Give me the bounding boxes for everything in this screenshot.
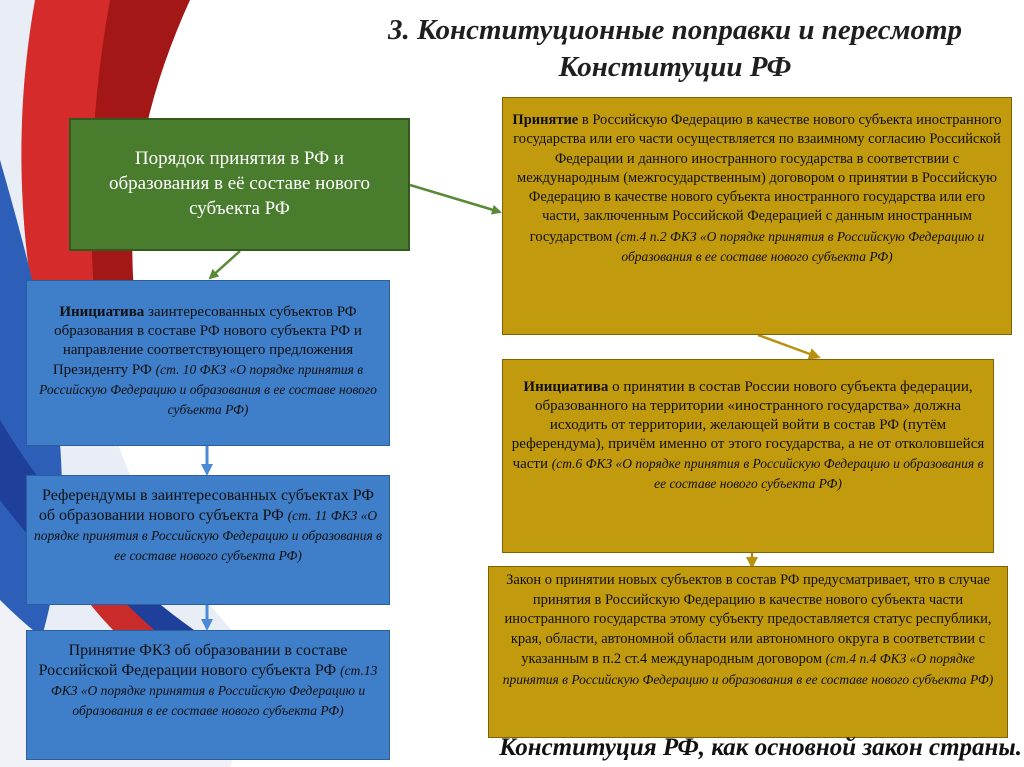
blue-box-referendum-ref: (ст. 11 ФКЗ «О порядке принятия в Российскую Федерацию и образования в ее составе нового субъекта РФ) xyxy=(33,508,382,563)
gold-box-initiative-text: о принятии в состав России нового субъекта федерации, образованного на территории «иностранного государства» должна исходить от территории, желающей войти в состав РФ (путём референдума), причём именно от этого государства, а не от отколовшейся части xyxy=(511,379,985,472)
arrow-green-to-left xyxy=(210,251,240,278)
page-title-line2: Конституции РФ xyxy=(558,51,792,83)
gold-box-initiative xyxy=(502,359,994,553)
blue-box-initiative-text: заинтересованных субъектов РФ образования в составе РФ нового субъекта РФ и направление соответствующего предложения Президенту РФ xyxy=(52,304,362,378)
blue-box-fkz-text: Принятие ФКЗ об образовании в составе Российской Федерации нового субъекта РФ xyxy=(38,642,348,679)
gold-box-law xyxy=(488,566,1008,738)
blue-box-initiative-bold: Инициатива xyxy=(59,304,145,320)
gold-box-acceptance-bold: Принятие xyxy=(512,112,579,128)
gold-box-law-ref: (ст.4 п.4 ФКЗ «О порядке принятия в Российскую Федерацию и образования в ее составе нового субъекта РФ) xyxy=(502,651,994,687)
arrow-green-to-right xyxy=(410,185,500,212)
blue-box-initiative xyxy=(26,280,390,446)
blue-box-fkz-adoption xyxy=(26,630,390,760)
gold-box-initiative-bold: Инициатива xyxy=(523,379,609,395)
blue-box-fkz-ref: (ст.13 ФКЗ «О порядке принятия в Российскую Федерацию и образования в ее составе нового субъекта РФ) xyxy=(50,663,378,718)
green-box-text: Порядок принятия в РФ и образования в её составе нового субъекта РФ xyxy=(109,148,370,219)
gold-box-acceptance xyxy=(502,97,1012,335)
arrow-gold-1 xyxy=(758,335,818,357)
blue-box-initiative-ref: (ст. 10 ФКЗ «О порядке принятия в Российскую Федерацию и образования в ее составе нового субъекта РФ) xyxy=(39,362,377,417)
gold-box-law-text: Закон о принятии новых субъектов в состав РФ предусматривает, что в случае принятия в Российскую Федерацию в качестве нового субъекта части иностранного государства этому субъекту предоставляется статус республики, края, области, автономной области или автономного округа в соответствии с указанным в п.2 ст.4 международным договором xyxy=(504,572,992,667)
gold-box-initiative-ref: (ст.6 ФКЗ «О порядке принятия в Российскую Федерацию и образования в ее составе нового субъекта РФ) xyxy=(551,456,984,491)
green-box-procedure xyxy=(69,118,410,251)
gold-box-acceptance-ref: (ст.4 п.2 ФКЗ «О порядке принятия в Российскую Федерацию и образования в ее составе нового субъекта РФ) xyxy=(615,228,985,265)
blue-box-referendum xyxy=(26,475,390,605)
footer-caption: Конституция РФ, как основной закон страны. xyxy=(499,734,1022,761)
page-title-line1: 3. Конституционные поправки и пересмотр xyxy=(387,14,963,46)
blue-box-referendum-text: Референдумы в заинтересованных субъектах РФ об образовании нового субъекта РФ xyxy=(38,487,374,524)
gold-box-acceptance-text: в Российскую Федерацию в качестве нового субъекта иностранного государства или его части осуществляется по взаимному согласию Российской Федерации и данного иностранного государства в соответствии с международным (межгосударственным) договором о принятии в Российскую Федерацию в качестве нового субъекта иностранного государства или его части, заключенным Российской Федерацией с данным иностранным государством xyxy=(513,112,1002,245)
